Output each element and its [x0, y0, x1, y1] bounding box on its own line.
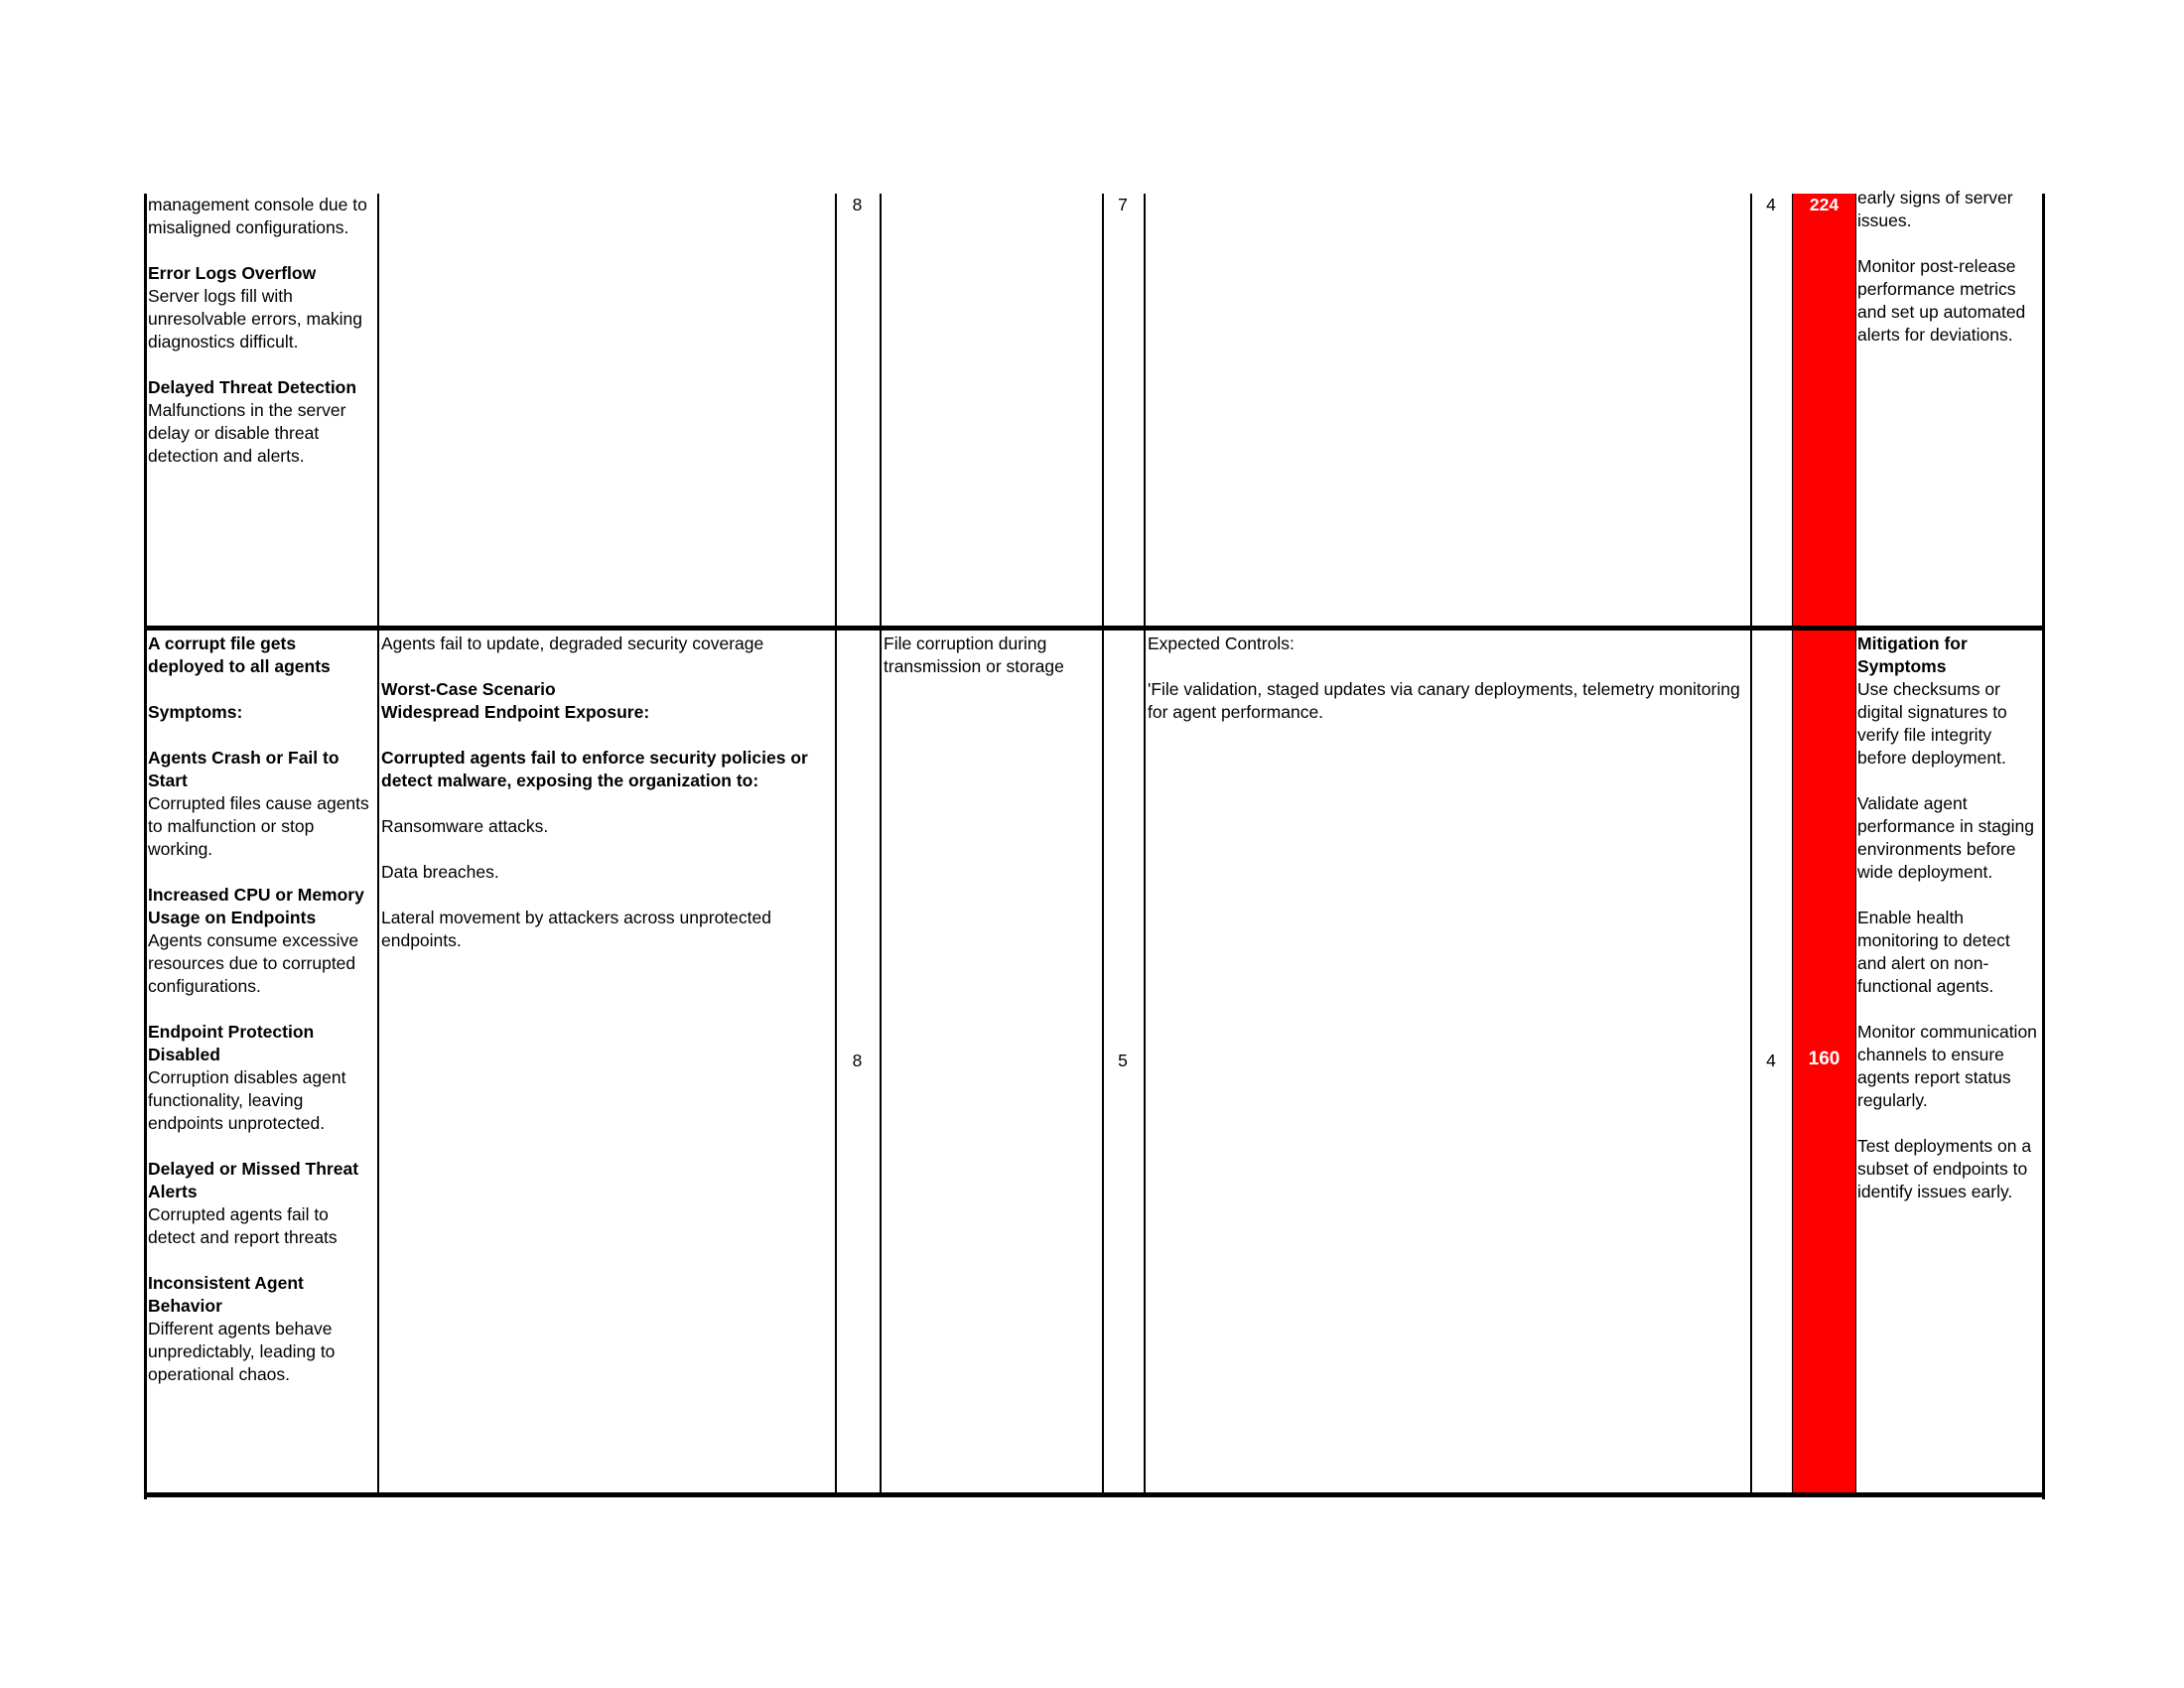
- symptom-text: Different agents behave unpredictably, leading to operational chaos.: [148, 1319, 336, 1384]
- severity-value: 8: [852, 1051, 863, 1070]
- cause-cell-row2: [884, 633, 1100, 678]
- grid-line: [1750, 194, 1752, 1496]
- symptom-text: Agents consume excessive resources due to corrupted configurations.: [148, 930, 359, 996]
- controls-heading: Expected Controls:: [1148, 633, 1295, 653]
- mitigation-text: Use checksums or digital signatures to verify file integrity before deployment.: [1857, 679, 2007, 768]
- mitigation-cell-row1: [1857, 187, 2042, 347]
- symptom-title: Delayed Threat Detection: [148, 377, 357, 397]
- failure-mode-cell-row1: [148, 194, 376, 468]
- cause-text: File corruption during transmission or storage: [884, 633, 1064, 676]
- effect-cell-row2: [381, 633, 833, 952]
- symptom-text: Corruption disables agent functionality, leaving endpoints unprotected.: [148, 1067, 346, 1133]
- severity-cell-cut: 8: [852, 195, 863, 214]
- mitigation-cell-row2: [1857, 633, 2042, 1203]
- symptom-title: Error Logs Overflow: [148, 263, 317, 283]
- grid-line: [377, 194, 379, 1496]
- symptom-text: Malfunctions in the server delay or disable threat detection and alerts.: [148, 400, 346, 466]
- detection-cell-cut: 4: [1766, 195, 1776, 214]
- symptom-title: Agents Crash or Fail to Start: [148, 748, 340, 790]
- symptoms-heading: Symptoms:: [148, 702, 243, 722]
- rpn-cell-cut: [1792, 194, 1856, 200]
- detection-value: 4: [1766, 1051, 1776, 1070]
- mitigation-text: Test deployments on a subset of endpoints to identify issues early.: [1857, 1136, 2032, 1201]
- mitigation-text: Enable health monitoring to detect and alert on non-functional agents.: [1857, 908, 2010, 996]
- mitigation-text: Monitor post-release performance metrics and set up automated alerts for deviations.: [1857, 256, 2026, 345]
- failure-mode-cell-row2: [148, 633, 376, 1386]
- worst-case-item: Data breaches.: [381, 862, 499, 882]
- worst-case-subtitle: Widespread Endpoint Exposure:: [381, 702, 650, 722]
- grid-line: [835, 194, 837, 1496]
- symptom-title: Increased CPU or Memory Usage on Endpoints: [148, 885, 364, 927]
- occurrence-value: 5: [1118, 1051, 1128, 1070]
- row-divider: [144, 626, 2045, 631]
- symptom-text: Server logs fill with unresolvable errors, making diagnostics difficult.: [148, 286, 362, 352]
- worst-case-lead: Corrupted agents fail to enforce security policies or detect malware, exposing the organization to:: [381, 748, 808, 790]
- mitigation-heading: Mitigation for Symptoms: [1857, 633, 1968, 676]
- grid-line: [2042, 194, 2045, 1499]
- rpn-value: 160: [1808, 1049, 1841, 1069]
- mitigation-text: early signs of server issues.: [1857, 188, 2013, 230]
- worst-case-item: Ransomware attacks.: [381, 816, 549, 836]
- grid-line: [1855, 194, 1856, 1496]
- symptom-text: management console due to misaligned configurations.: [148, 195, 367, 237]
- grid-line: [880, 194, 882, 1496]
- rpn-fill-row1: [1792, 194, 1856, 626]
- table-bottom-border: [144, 1492, 2045, 1497]
- grid-line: [1144, 194, 1146, 1496]
- symptom-text: Corrupted files cause agents to malfunction or stop working.: [148, 793, 369, 859]
- worst-case-title: Worst-Case Scenario: [381, 679, 556, 699]
- symptom-title: Delayed or Missed Threat Alerts: [148, 1159, 359, 1201]
- grid-line: [144, 194, 147, 1499]
- controls-text: 'File validation, staged updates via canary deployments, telemetry monitoring for agent performance.: [1148, 679, 1740, 722]
- effect-summary: Agents fail to update, degraded security coverage: [381, 633, 764, 653]
- mitigation-text: Monitor communication channels to ensure agents report status regularly.: [1857, 1022, 2037, 1110]
- symptom-title: Inconsistent Agent Behavior: [148, 1273, 304, 1316]
- mitigation-text: Validate agent performance in staging environments before wide deployment.: [1857, 793, 2035, 882]
- controls-cell-row2: [1148, 633, 1748, 724]
- grid-line: [1792, 194, 1793, 1496]
- fmea-table: [144, 188, 2045, 1499]
- symptom-text: Corrupted agents fail to detect and report threats: [148, 1204, 338, 1247]
- occurrence-cell-cut: 7: [1118, 195, 1128, 214]
- worst-case-item: Lateral movement by attackers across unprotected endpoints.: [381, 908, 771, 950]
- symptom-title: Endpoint Protection Disabled: [148, 1022, 315, 1064]
- grid-line: [1102, 194, 1104, 1496]
- failure-mode-title: A corrupt file gets deployed to all agents: [148, 633, 331, 676]
